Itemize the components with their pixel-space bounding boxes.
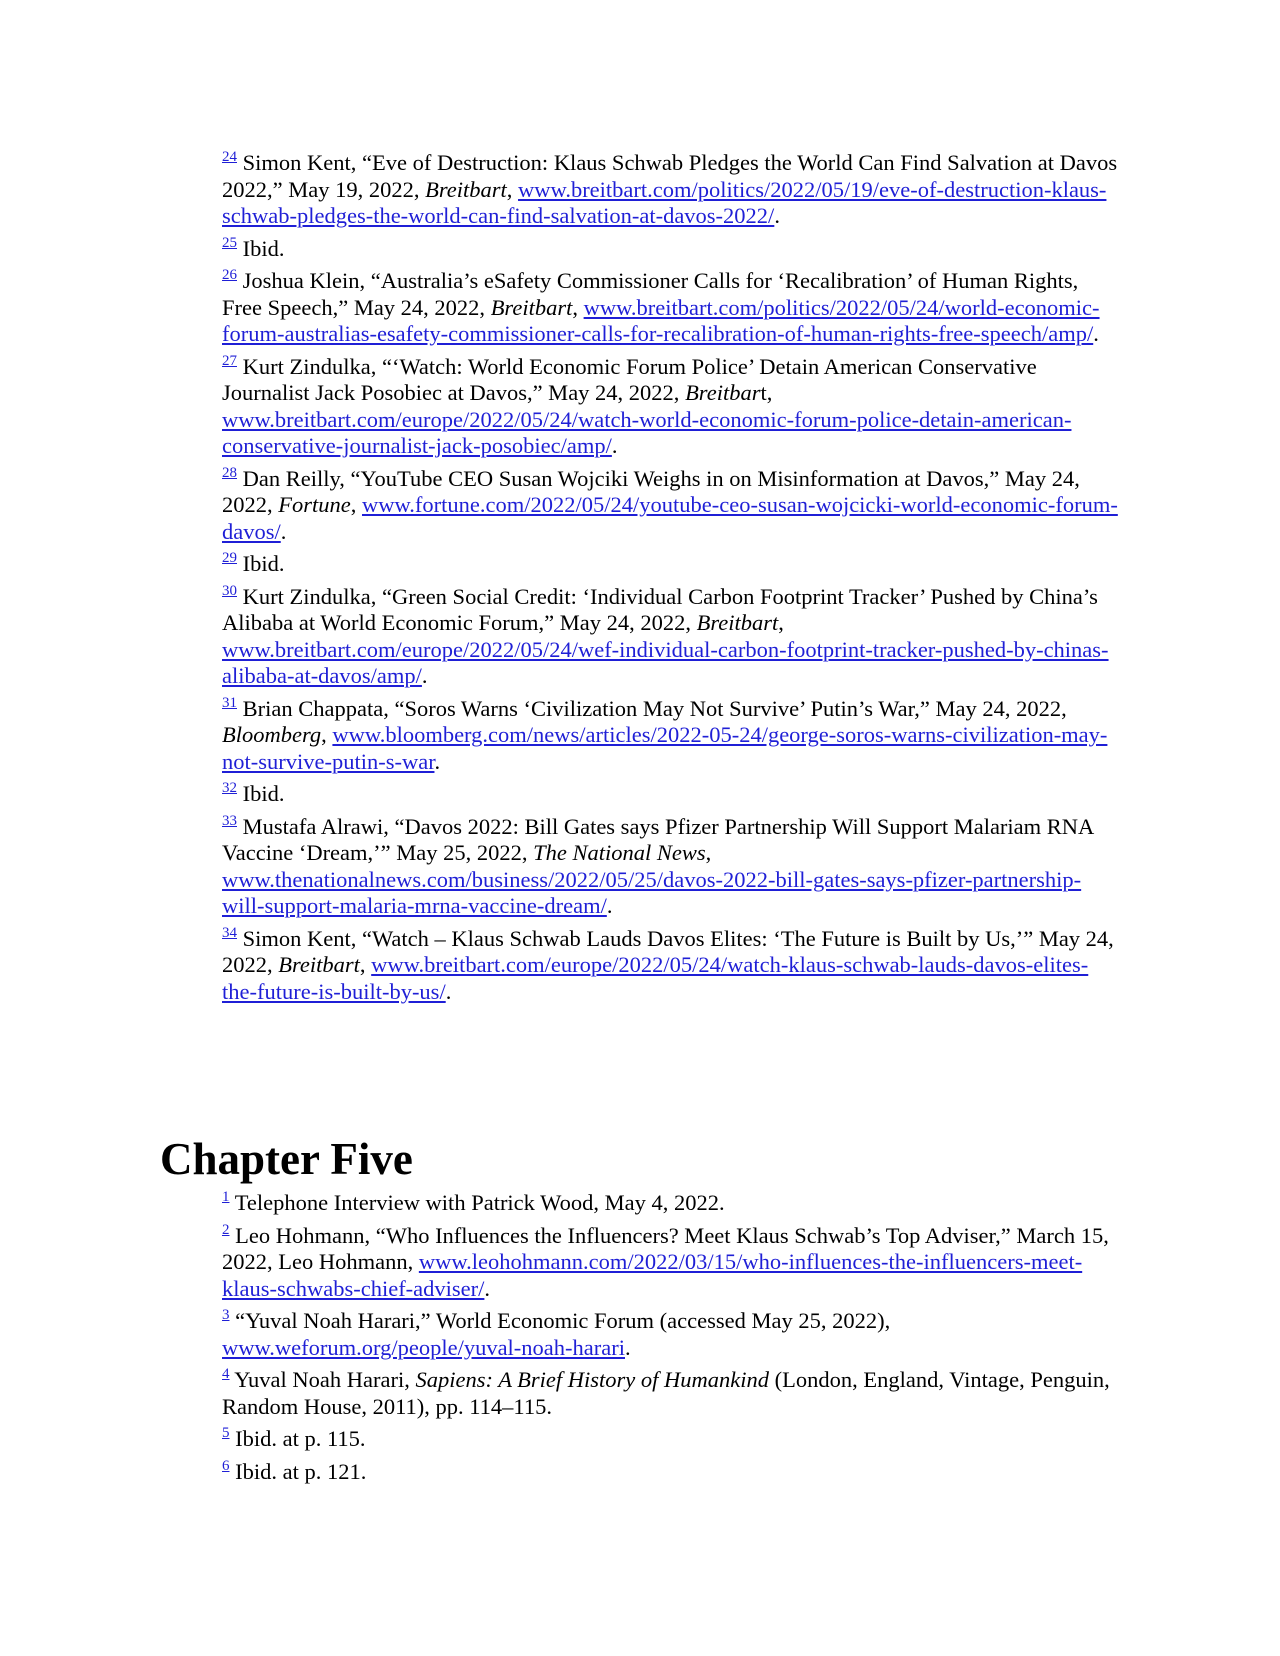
endnote-text: (London, England, Vintage, Penguin, Random House, 2011), pp. 114–115. (222, 1367, 1110, 1419)
endnote-2 (222, 1223, 1122, 1303)
endnote-1 (222, 1190, 1122, 1217)
endnote-text: t, (760, 380, 773, 405)
endnote-link[interactable]: www.breitbart.com/europe/2022/05/24/watch-world-economic-forum-police-detain-american-conservative-journalist-jack-posobiec/amp/ (222, 406, 1072, 458)
endnote-text: Kurt Zindulka, “‘Watch: World Economic Forum Police’ Detain American Conservative Journalist Jack Posobiec at Davos,” May 24, 2022, (222, 353, 1037, 405)
endnote-ref[interactable]: 4 (222, 1366, 230, 1382)
endnote-text: Ibid. (242, 235, 285, 261)
endnote-text: . (434, 748, 441, 774)
endnote-text: Ibid. (242, 781, 285, 806)
endnote-link[interactable]: www.thenationalnews.com/business/2022/05/25/davos-2022-bill-gates-says-pfizer-partnership-will-support-malaria-mrna-vaccine-dream/ (222, 866, 1082, 918)
book-title: Sapiens: A Brief History of Humankind (415, 1367, 770, 1392)
endnote-ref[interactable]: 3 (222, 1307, 230, 1323)
endnote-text: , (321, 722, 333, 747)
endnote-text: Mustafa Alrawi, “Davos 2022: Bill Gates says Pfizer Partnership Will Support Malariam RNA Vaccine ‘Dream,’” May 25, 2022, (222, 813, 1094, 865)
source-title: Bloomberg (222, 722, 322, 747)
endnote-text: Yuval Noah Harari, (234, 1367, 416, 1392)
endnote-ref[interactable]: 27 (222, 352, 237, 369)
endnote-link[interactable]: www.breitbart.com/europe/2022/05/24/wef-individual-carbon-footprint-tracker-pushed-by-chinas-alibaba-at-davos/amp/ (222, 636, 1109, 688)
endnote-ref[interactable]: 1 (222, 1189, 230, 1205)
endnote-ref[interactable]: 24 (222, 149, 237, 165)
endnote-28 (222, 466, 1122, 546)
endnote-31 (222, 696, 1122, 776)
chapter-five-endnotes (222, 1190, 1122, 1491)
endnote-text: , (705, 840, 712, 865)
chapter-title: Chapter Five (160, 1134, 413, 1184)
endnote-link[interactable]: www.breitbart.com/politics/2022/05/19/eve-of-destruction-klaus-schwab-pledges-the-world-can-find-salvation-at-davos-2022/ (222, 176, 1107, 228)
endnote-ref[interactable]: 25 (222, 234, 237, 251)
endnote-ref[interactable]: 2 (222, 1221, 230, 1238)
endnote-text: . (606, 893, 613, 918)
endnote-text: Dan Reilly, “YouTube CEO Susan Wojciki Weighs in on Misinformation at Davos,” May 24, 2022, (222, 465, 1080, 517)
endnote-text: . (625, 1334, 631, 1360)
endnote-link[interactable]: www.leohohmann.com/2022/03/15/who-influences-the-influencers-meet-klaus-schwabs-chief-adviser/ (222, 1249, 1083, 1301)
endnote-text: . (445, 978, 452, 1004)
endnote-link[interactable]: www.bloomberg.com/news/articles/2022-05-24/george-soros-warns-civilization-may-not-survive-putin-s-war (222, 722, 1108, 774)
endnote-34 (222, 926, 1122, 1006)
endnote-text: Telephone Interview with Patrick Wood, May 4, 2022. (234, 1190, 725, 1215)
endnote-text: . (1093, 321, 1099, 346)
endnote-text: Ibid. at p. 121. (235, 1458, 367, 1484)
source-title: Breitbar (685, 380, 761, 405)
source-title: Breitbart (696, 610, 779, 635)
endnote-ref[interactable]: 34 (222, 924, 237, 941)
endnote-text: Simon Kent, “Eve of Destruction: Klaus Schwab Pledges the World Can Find Salvation at Davos 2022,” May 19, 2022, (222, 150, 1118, 202)
endnote-link[interactable]: www.breitbart.com/europe/2022/05/24/watch-klaus-schwab-lauds-davos-elites-the-future-is-built-by-us/ (222, 952, 1089, 1004)
endnote-30 (222, 584, 1122, 690)
endnote-4 (222, 1367, 1122, 1420)
endnote-27 (222, 354, 1122, 460)
endnote-33 (222, 814, 1122, 920)
source-title: The National News (533, 840, 706, 865)
source-title: Breitbart (425, 176, 507, 202)
endnote-ref[interactable]: 28 (222, 464, 237, 481)
endnote-text: . (611, 433, 618, 458)
endnote-ref[interactable]: 33 (222, 812, 237, 829)
source-title: Breitbart (278, 952, 360, 977)
endnote-text: . (280, 518, 287, 544)
endnote-text: , (506, 176, 519, 202)
endnote-link[interactable]: www.weforum.org/people/yuval-noah-harari (222, 1334, 625, 1360)
endnote-text: . (774, 203, 780, 228)
endnote-text: Ibid. (242, 551, 285, 576)
endnote-ref[interactable]: 31 (222, 694, 237, 711)
endnote-text: . (484, 1275, 491, 1301)
endnote-text: , (359, 952, 372, 977)
endnote-25 (222, 236, 1122, 263)
chapter-four-endnotes (222, 150, 1122, 1011)
endnote-ref[interactable]: 32 (222, 780, 237, 796)
endnote-link[interactable]: www.breitbart.com/politics/2022/05/24/world-economic-forum-australias-esafety-commissioner-calls-for-recalibration-of-human-rights-free-speech/amp/ (222, 294, 1100, 346)
endnote-text: Brian Chappata, “Soros Warns ‘Civilization May Not Survive’ Putin’s War,” May 24, 2022, (242, 695, 1067, 721)
endnote-text: Joshua Klein, “Australia’s eSafety Commissioner Calls for ‘Recalibration’ of Human Rights, Free Speech,” May 24, 2022, (222, 268, 1079, 320)
endnote-26 (222, 268, 1122, 348)
endnote-29 (222, 551, 1122, 578)
endnote-text: Simon Kent, “Watch – Klaus Schwab Lauds Davos Elites: ‘The Future is Built by Us,’” May 24, 2022, (222, 925, 1114, 977)
endnote-text: “Yuval Noah Harari,” World Economic Forum (accessed May 25, 2022), (235, 1308, 891, 1333)
endnote-ref[interactable]: 5 (222, 1425, 230, 1441)
endnote-ref[interactable]: 6 (222, 1457, 230, 1474)
endnote-text: Ibid. at p. 115. (235, 1426, 366, 1451)
source-title: Breitbart (490, 294, 573, 320)
endnote-6 (222, 1459, 1122, 1486)
endnote-text: Leo Hohmann, “Who Influences the Influencers? Meet Klaus Schwab’s Top Adviser,” March 15, 2022, Leo Hohmann, (222, 1222, 1109, 1274)
endnote-text: Kurt Zindulka, “Green Social Credit: ‘Individual Carbon Footprint Tracker’ Pushed by China’s Alibaba at World Economic Forum,” May 24, 2022, (222, 583, 1098, 635)
source-title: Fortune (278, 492, 351, 517)
endnote-text: . (421, 663, 428, 688)
endnote-ref[interactable]: 30 (222, 582, 237, 599)
endnote-32 (222, 781, 1122, 808)
endnote-link[interactable]: www.fortune.com/2022/05/24/youtube-ceo-susan-wojcicki-world-economic-forum-davos/ (222, 492, 1118, 544)
endnote-5 (222, 1426, 1122, 1453)
endnote-ref[interactable]: 29 (222, 550, 237, 566)
endnote-ref[interactable]: 26 (222, 267, 237, 283)
endnote-text: , (572, 294, 584, 320)
endnote-3 (222, 1308, 1122, 1361)
endnote-24 (222, 150, 1122, 230)
endnote-text: , (350, 492, 362, 517)
endnote-text: , (778, 610, 784, 635)
